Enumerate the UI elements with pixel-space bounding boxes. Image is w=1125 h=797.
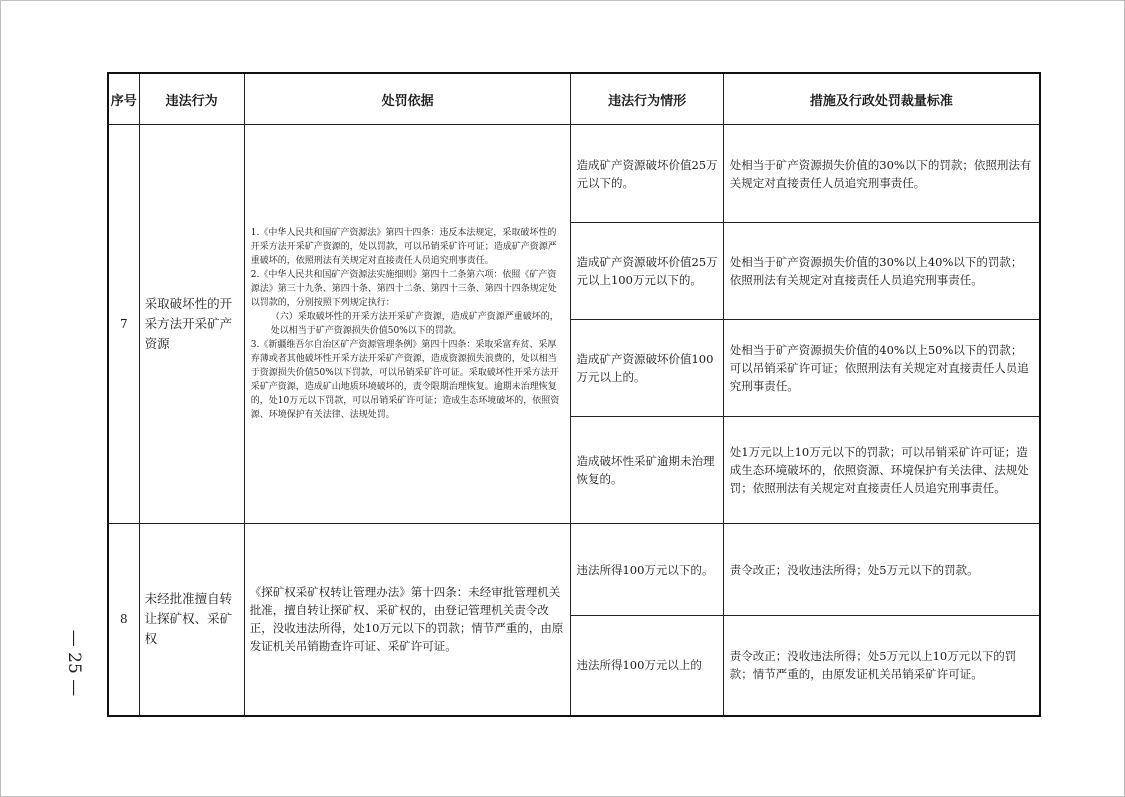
basis-item: （六）采取破坏性的开采方法开采矿产资源，造成矿产资源严重破坏的，处以相当于矿产资源损失价值50%以下的罚款。 — [270, 312, 559, 336]
row-8-situation-2: 违法所得100万元以上的 — [571, 616, 723, 716]
row-8-standard-1: 责令改正；没收违法所得；处5万元以下的罚款。 — [723, 524, 1040, 616]
header-situation: 违法行为情形 — [571, 73, 723, 125]
row-8-action: 未经批准擅自转让探矿权、采矿权 — [139, 524, 244, 716]
table-row — [108, 524, 1040, 616]
penalty-table — [107, 72, 1041, 717]
row-8-basis: 《探矿权采矿权转让管理办法》第十四条：未经审批管理机关批准，擅自转让探矿权、采矿权的，由登记管理机关责令改正，没收违法所得，处10万元以下的罚款；情节严重的，由原发证机关吊销勘查许可证、采矿许可证。 — [244, 524, 571, 716]
header-action: 违法行为 — [139, 73, 244, 125]
row-8-situation-1: 违法所得100万元以下的。 — [571, 524, 723, 616]
header-basis: 处罚依据 — [244, 73, 571, 125]
row-7-situation-1: 造成矿产资源破坏价值25万元以下的。 — [571, 125, 723, 223]
header-row — [108, 73, 1040, 125]
row-7-action: 采取破坏性的开采方法开采矿产资源 — [139, 125, 244, 524]
row-7-no: 7 — [108, 125, 139, 524]
row-8-no: 8 — [108, 524, 139, 716]
row-7-standard-1: 处相当于矿产资源损失价值的30%以下的罚款；依照刑法有关规定对直接责任人员追究刑事责任。 — [723, 125, 1040, 223]
table-row — [108, 125, 1040, 223]
row-7-standard-2: 处相当于矿产资源损失价值的30%以上40%以下的罚款；依照刑法有关规定对直接责任人员追究刑事责任。 — [723, 223, 1040, 320]
row-7-standard-3: 处相当于矿产资源损失价值的40%以上50%以下的罚款；可以吊销采矿许可证；依照刑法有关规定对直接责任人员追究刑事责任。 — [723, 320, 1040, 417]
row-7-standard-4: 处1万元以上10万元以下的罚款；可以吊销采矿许可证；造成生态环境破坏的，依照资源、环境保护有关法律、法规处罚；依照刑法有关规定对直接责任人员追究刑事责任。 — [723, 417, 1040, 524]
row-7-situation-3: 造成矿产资源破坏价值100万元以上的。 — [571, 320, 723, 417]
row-7-situation-2: 造成矿产资源破坏价值25万元以上100万元以下的。 — [571, 223, 723, 320]
basis-item: 2.《中华人民共和国矿产资源法实施细则》第四十二条第六项：依照《矿产资源法》第三十九条、第四十条、第四十二条、第四十三条、第四十四条规定处以罚款的，分别按照下列规定执行： — [250, 270, 557, 308]
header-no: 序号 — [108, 73, 139, 125]
row-7-basis — [244, 125, 571, 524]
page-number: — 25 — — [64, 629, 85, 697]
row-7-situation-4: 造成破坏性采矿逾期未治理恢复的。 — [571, 417, 723, 524]
basis-item: 1.《中华人民共和国矿产资源法》第四十四条：违反本法规定，采取破坏性的开采方法开采矿产资源的，处以罚款，可以吊销采矿许可证；造成矿产资源严重破坏的，依照刑法有关规定对直接责任人员追究刑事责任。 — [250, 228, 557, 266]
row-8-standard-2: 责令改正；没收违法所得；处5万元以上10万元以下的罚款；情节严重的，由原发证机关吊销采矿许可证。 — [723, 616, 1040, 716]
basis-item: 3.《新疆维吾尔自治区矿产资源管理条例》第四十四条：采取采富弃贫、采厚弃薄或者其他破坏性开采方法开采矿产资源，造成资源损失浪费的，处以相当于资源损失价值50%以下罚款，可以吊销采矿许可证。采取破坏性开采方法开采矿产资源，造成矿山地质环境破坏的，责令限期治理恢复。逾期未治理恢复的，处10万元以下罚款，可以吊销采矿许可证；造成生态环境破坏的，依照资源、环境保护有关法律、法规处罚。 — [250, 340, 560, 420]
header-standard: 措施及行政处罚裁量标准 — [723, 73, 1040, 125]
